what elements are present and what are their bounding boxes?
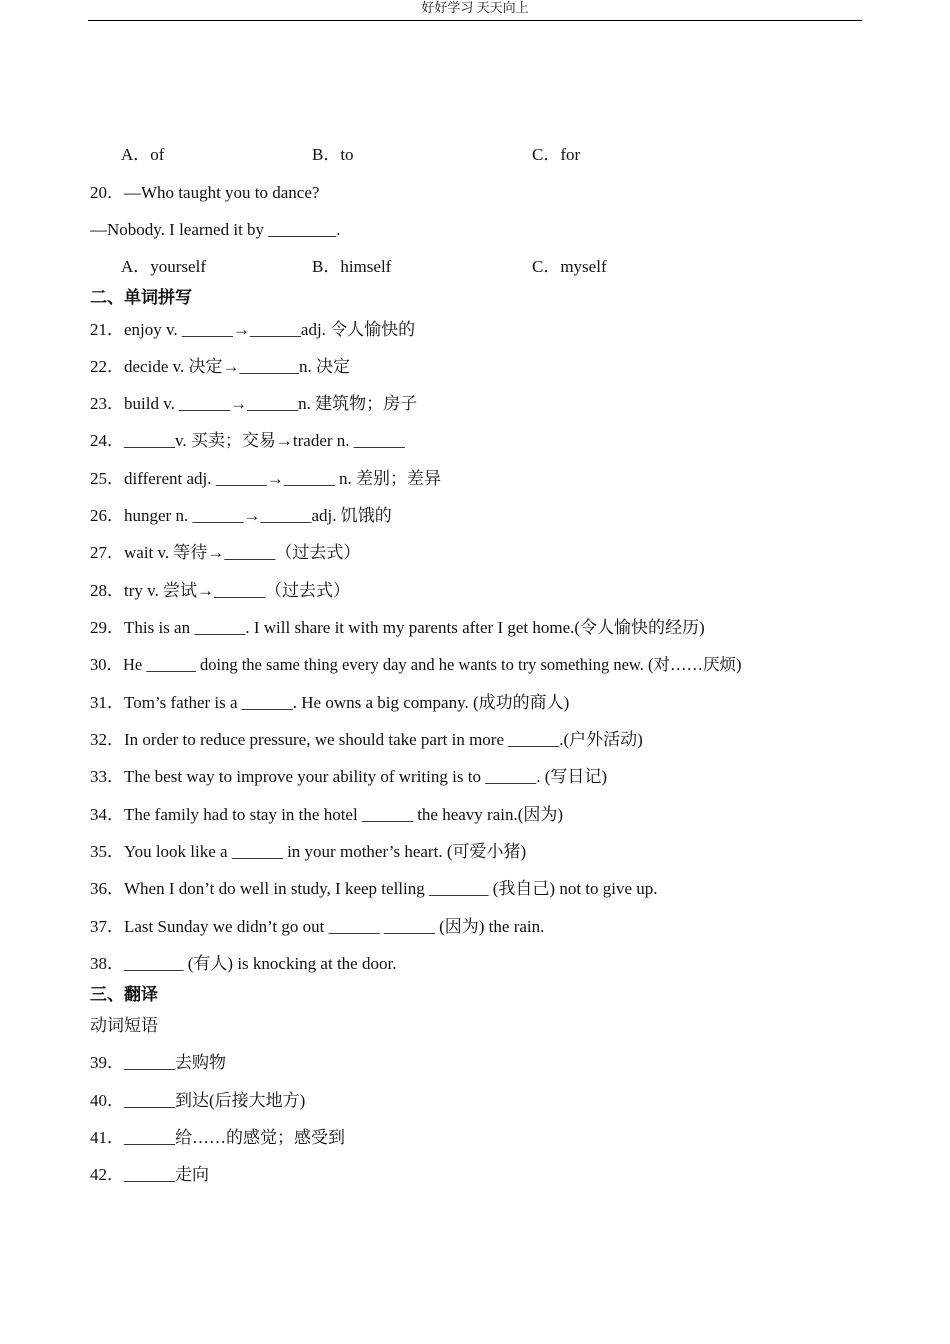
question-29: 29．This is an ______. I will share it with my parents after I get home.(令人愉快的经历) [90, 618, 705, 637]
question-36: 36．When I don’t do well in study, I keep telling _______ (我自己) not to give up. [90, 879, 658, 898]
question-35: 35．You look like a ______ in your mother’s heart. (可爱小猪) [90, 842, 527, 861]
section3-subtitle: 动词短语 [90, 1016, 158, 1035]
question-39: 39．______去购物 [90, 1053, 226, 1072]
q19-option-c: C．for [532, 145, 581, 164]
q20-answer-line: —Nobody. I learned it by ________. [90, 220, 341, 239]
page-header [0, 0, 950, 22]
question-25: 25．different adj. ______→______ n. 差别；差异 [90, 469, 441, 488]
question-30: 30．He ______ doing the same thing every day and he wants to try something new. (对……厌烦) [90, 655, 742, 674]
q20-option-c: C．myself [532, 257, 607, 276]
q20-option-b: B．himself [312, 257, 392, 276]
question-41: 41．______给……的感觉；感受到 [90, 1128, 345, 1147]
question-28: 28．try v. 尝试→______（过去式） [90, 581, 351, 600]
question-24: 24．______v. 买卖；交易→trader n. ______ [90, 431, 405, 450]
question-32: 32．In order to reduce pressure, we should take part in more ______.(户外活动) [90, 730, 643, 749]
q19-option-b: B．to [312, 145, 354, 164]
q20-question: 20．—Who taught you to dance? [90, 183, 320, 202]
question-22: 22．decide v. 决定→_______n. 决定 [90, 357, 351, 376]
question-38: 38．_______ (有人) is knocking at the door. [90, 954, 397, 973]
header-text: 好好学习 天天向上 [421, 0, 529, 15]
q19-option-a: A．of [121, 145, 165, 164]
question-37: 37．Last Sunday we didn’t go out ______ ______ (因为) the rain. [90, 917, 545, 936]
question-40: 40．______到达(后接大地方) [90, 1091, 306, 1110]
q20-option-a: A．yourself [121, 257, 206, 276]
question-27: 27．wait v. 等待→______（过去式） [90, 543, 361, 562]
header-divider [88, 20, 862, 21]
section3-title: 三、翻译 [90, 985, 158, 1004]
question-23: 23．build v. ______→______n. 建筑物；房子 [90, 394, 418, 413]
question-21: 21．enjoy v. ______→______adj. 令人愉快的 [90, 320, 416, 339]
section2-title: 二、单词拼写 [90, 288, 192, 307]
question-26: 26．hunger n. ______→______adj. 饥饿的 [90, 506, 392, 525]
question-34: 34．The family had to stay in the hotel ______ the heavy rain.(因为) [90, 805, 564, 824]
question-33: 33．The best way to improve your ability of writing is to ______. (写日记) [90, 767, 608, 786]
question-31: 31．Tom’s father is a ______. He owns a big company. (成功的商人) [90, 693, 570, 712]
question-42: 42．______走向 [90, 1165, 209, 1184]
